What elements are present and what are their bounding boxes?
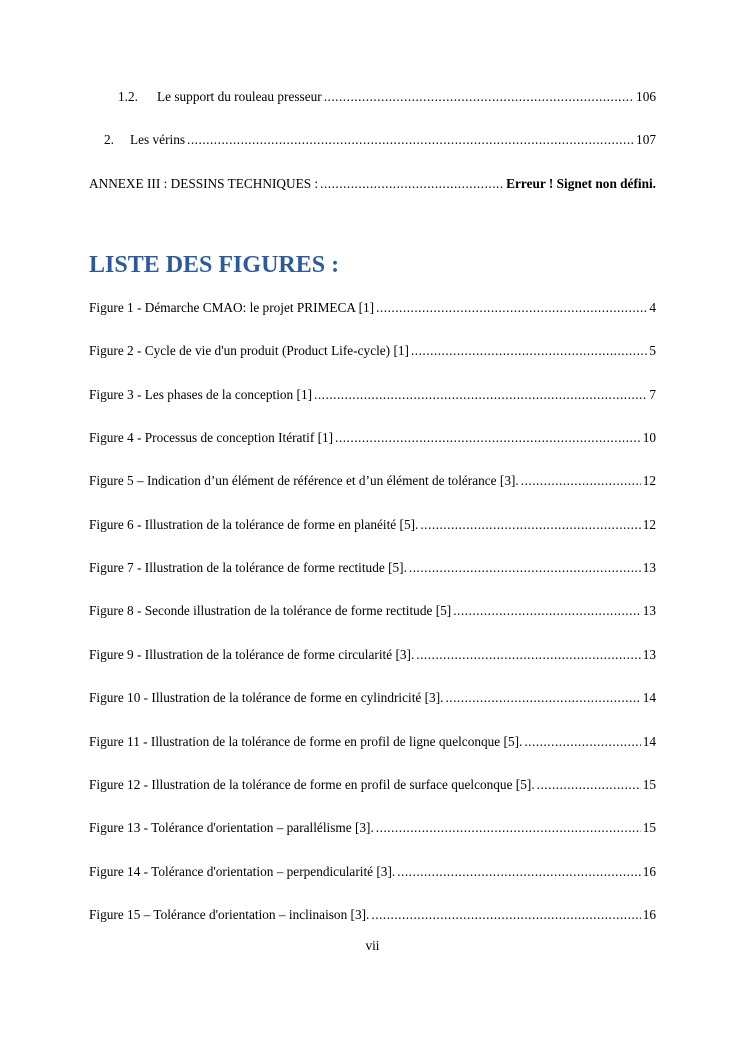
figure-entry[interactable]	[89, 777, 656, 793]
figure-entry[interactable]	[89, 864, 656, 880]
leader-dots	[420, 517, 640, 533]
toc-entry-label: Le support du rouleau presseur	[157, 89, 322, 104]
toc-entry-2[interactable]	[104, 132, 656, 148]
leader-dots	[314, 387, 647, 403]
figure-entry-page: 14	[642, 690, 656, 705]
figure-entry-page: 4	[649, 300, 656, 315]
leader-dots	[320, 176, 504, 192]
leader-dots	[371, 907, 640, 923]
toc-entry-number: 2.	[104, 132, 114, 147]
figure-entry-page: 16	[642, 907, 656, 922]
toc-entry-1-2[interactable]	[118, 89, 656, 105]
figure-entry[interactable]	[89, 430, 656, 446]
figure-entry-page: 13	[642, 560, 656, 575]
figure-entry-page: 7	[649, 387, 656, 402]
leader-dots	[537, 777, 641, 793]
figure-entry[interactable]	[89, 734, 656, 750]
figure-entry-label: Figure 6 - Illustration de la tolérance de forme en planéité [5].	[89, 517, 419, 532]
toc-entry-label: ANNEXE III : DESSINS TECHNIQUES :	[89, 176, 319, 191]
leader-dots	[335, 430, 641, 446]
figure-entry[interactable]	[89, 820, 656, 836]
figure-entry-page: 10	[642, 430, 656, 445]
figure-entry-label: Figure 10 - Illustration de la tolérance de forme en cylindricité [3].	[89, 690, 444, 705]
figure-entry[interactable]	[89, 473, 656, 489]
figure-entry[interactable]	[89, 560, 656, 576]
figure-entry[interactable]	[89, 300, 656, 316]
leader-dots	[411, 343, 647, 359]
leader-dots	[397, 864, 641, 880]
leader-dots	[376, 820, 641, 836]
figure-entry-label: Figure 13 - Tolérance d'orientation – parallélisme [3].	[89, 820, 374, 835]
figure-entry-page: 12	[642, 473, 656, 488]
list-of-figures-heading: LISTE DES FIGURES :	[89, 252, 340, 278]
leader-dots	[453, 603, 640, 619]
leader-dots	[445, 690, 640, 706]
leader-dots	[416, 647, 640, 663]
figure-entry-label: Figure 14 - Tolérance d'orientation – perpendicularité [3].	[89, 864, 396, 879]
figure-entry[interactable]	[89, 647, 656, 663]
toc-entry-number: 1.2.	[118, 89, 138, 104]
figure-entry-label: Figure 11 - Illustration de la tolérance de forme en profil de ligne quelconque [5].	[89, 734, 523, 749]
figure-entry-page: 15	[642, 777, 656, 792]
figure-entry-page: 13	[642, 603, 656, 618]
toc-entry-page: 107	[636, 132, 656, 147]
figure-entry-page: 16	[642, 864, 656, 879]
figure-entry-page: 13	[642, 647, 656, 662]
figure-entry-label: Figure 7 - Illustration de la tolérance de forme rectitude [5].	[89, 560, 407, 575]
figure-entry-label: Figure 9 - Illustration de la tolérance de forme circularité [3].	[89, 647, 415, 662]
figure-entry-page: 5	[649, 343, 656, 358]
toc-entry-label: Les vérins	[130, 132, 186, 147]
page-number: vii	[365, 938, 380, 953]
figure-entry-label: Figure 1 - Démarche CMAO: le projet PRIMECA [1]	[89, 300, 375, 315]
leader-dots	[187, 132, 634, 148]
figure-entry-page: 14	[642, 734, 656, 749]
toc-entry-annexe-iii[interactable]	[89, 176, 656, 192]
leader-dots	[524, 734, 640, 750]
figure-entry[interactable]	[89, 343, 656, 359]
figure-entry[interactable]	[89, 690, 656, 706]
figure-entry-label: Figure 8 - Seconde illustration de la tolérance de forme rectitude [5]	[89, 603, 452, 618]
leader-dots	[376, 300, 647, 316]
figure-entry[interactable]	[89, 907, 656, 923]
leader-dots	[409, 560, 641, 576]
figure-entry-label: Figure 3 - Les phases de la conception [1]	[89, 387, 313, 402]
figure-entry[interactable]	[89, 387, 656, 403]
figure-entry-label: Figure 4 - Processus de conception Itératif [1]	[89, 430, 334, 445]
leader-dots	[324, 89, 634, 105]
figure-entry-page: 15	[642, 820, 656, 835]
toc-entry-page-error: Erreur ! Signet non défini.	[506, 176, 656, 191]
figure-entry-label: Figure 2 - Cycle de vie d'un produit (Product Life-cycle) [1]	[89, 343, 409, 358]
figure-entry[interactable]	[89, 517, 656, 533]
toc-entry-page: 106	[636, 89, 656, 104]
figure-entry[interactable]	[89, 603, 656, 619]
figure-entry-page: 12	[642, 517, 656, 532]
figure-entry-label: Figure 5 – Indication d’un élément de référence et d’un élément de tolérance [3].	[89, 473, 519, 488]
figure-entry-label: Figure 12 - Illustration de la tolérance de forme en profil de surface quelconque [5].	[89, 777, 535, 792]
figure-entry-label: Figure 15 – Tolérance d'orientation – inclinaison [3].	[89, 907, 370, 922]
leader-dots	[521, 473, 641, 489]
